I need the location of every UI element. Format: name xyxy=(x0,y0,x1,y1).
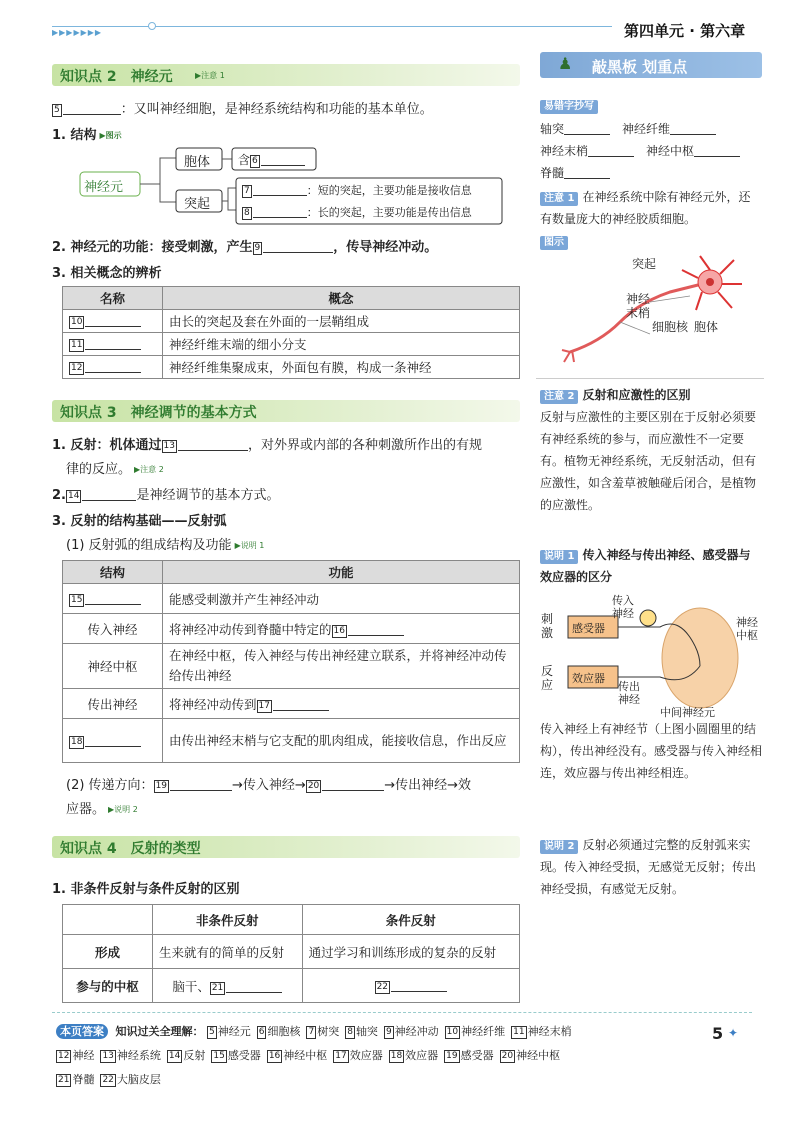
structure-tag: ▶图示 xyxy=(99,131,122,140)
explain-1: 说明 1 传入神经与传出神经、感受器与效应器的区分 xyxy=(540,548,751,584)
answer-box-13: 13 xyxy=(163,441,175,451)
answer-item: 20 神经中枢 xyxy=(501,1049,561,1062)
answer-item: 9 神经冲动 xyxy=(385,1025,439,1038)
table-row: 12 神经纤维集聚成束，外面包有膜，构成一条神经 xyxy=(63,356,520,379)
fig-label-body: 胞体 xyxy=(694,320,719,334)
answer-item: 18 效应器 xyxy=(390,1049,439,1062)
answer-item: 17 效应器 xyxy=(335,1049,383,1062)
header-dots: ▶▶▶▶▶▶▶ xyxy=(52,28,103,37)
answer-item: 7 树突 xyxy=(308,1025,340,1038)
blank-5[interactable] xyxy=(63,114,121,115)
neuron-illustration xyxy=(560,252,760,372)
arc-label-effector: 效应器 xyxy=(572,672,605,685)
section-bar-2 xyxy=(52,64,520,86)
panel-title: 敲黑板 划重点 xyxy=(592,58,688,76)
table-row: 11 神经纤维末端的细小分支 xyxy=(63,333,520,356)
blank-8[interactable] xyxy=(253,217,307,218)
explain-1-text: 传入神经上有神经节（上图小圆圈里的结构），传出神经没有。感受器与传入神经相连，效应器与传出神经相连。 xyxy=(540,722,763,780)
reflex-definition: 1. 反射：机体通过 13 ，对外界或内部的各种刺激所作出的有规 xyxy=(52,438,482,453)
table-row: 10 由长的突起及套在外面的一层鞘组成 xyxy=(63,310,520,333)
answers-badge: 本页答案 xyxy=(56,1024,108,1039)
fig-label-nucleus: 细胞核 xyxy=(652,320,689,334)
arc-label-afferent: 传入神经 xyxy=(612,594,634,620)
answer-box-8: 8 xyxy=(244,208,250,218)
page-number: 5 xyxy=(712,1024,724,1043)
diagram-axon: 8 ：长的突起，主要功能是传出信息 xyxy=(244,206,472,219)
arc-label-receptor: 感受器 xyxy=(572,622,605,635)
reflex-arc-diagram xyxy=(560,596,760,720)
diagram-body: 胞体 xyxy=(184,155,211,170)
diagram-root: 神经元 xyxy=(84,180,124,195)
page-corner-icon: ✦ xyxy=(728,1026,739,1040)
panel-banner xyxy=(540,52,762,78)
panel-figure-icon: ♟ xyxy=(558,54,573,73)
answer-box-9: 9 xyxy=(254,243,261,253)
answer-item: 10 神经纤维 xyxy=(446,1025,506,1038)
answer-item: 16 神经中枢 xyxy=(268,1049,328,1062)
table-row: 传入神经 将神经冲动传到脊髓中特定的 16 xyxy=(63,614,520,644)
diagram-dendrite: 7 ：短的突起，主要功能是接收信息 xyxy=(244,184,472,197)
reflex-tag: ▶注意 2 xyxy=(134,465,164,474)
fig-label-process: 突起 xyxy=(632,257,657,271)
answer-item: 6 细胞核 xyxy=(258,1025,301,1038)
transmission-path: (2) 传递方向： 19 →传入神经→ 20 →传出神经→效 xyxy=(66,778,472,793)
answer-item: 5 神经元 xyxy=(209,1025,251,1038)
table-row: 15 能感受刺激并产生神经冲动 xyxy=(63,584,520,614)
basic-mode: 2. 14 是神经调节的基本方式。 xyxy=(52,488,280,503)
neuron-definition xyxy=(52,98,433,117)
figure-badge: 图示 xyxy=(540,234,572,250)
answer-box-14: 14 xyxy=(67,491,80,501)
reflex-arc-table: 结构 功能 15 能感受刺激并产生神经冲动 传入神经 将神经冲动传到脊髓中特定的 16 神经中枢 在神经中枢，传入神经与传出神经建立联系，并将神经冲动传给传出神经 传出神经 将神经冲动传到 17 18 由传出神经末梢与它支配的肌肉组成，能接收信息，作出反应 xyxy=(62,560,520,763)
table-row: 参与的中枢 脑干、 21 22 xyxy=(63,969,520,1003)
answer-item: 22 大脑皮层 xyxy=(102,1073,161,1086)
reflex-type-heading: 1. 非条件反射与条件反射的区别 xyxy=(52,882,240,897)
structure-label: 1. 结构 xyxy=(52,128,97,143)
transmission-path-2: 应器。 ▶说明 2 xyxy=(66,802,138,817)
table-row: 传出神经 将神经冲动传到 17 xyxy=(63,689,520,719)
section-title-3: 知识点 3 神经调节的基本方式 xyxy=(60,405,257,421)
section-tag-2: ▶注意 1 xyxy=(195,71,225,80)
diagram-process: 突起 xyxy=(184,197,211,212)
side-divider xyxy=(536,378,764,379)
concept-table xyxy=(62,286,520,379)
blank-9[interactable] xyxy=(263,252,333,253)
note-2: 注意 2 反射和应激性的区别 反射与应激性的主要区别在于反射必须要有神经系统的参与，而应激性不一定要有。植物无神经系统，无反射活动，但有应激性，如含羞草被触碰后闭合，是植物的应激性。 xyxy=(540,388,757,512)
reflex-type-table: 非条件反射 条件反射 形成 生来就有的简单的反射 通过学习和训练形成的复杂的反射 参与的中枢 脑干、 21 22 xyxy=(62,904,520,1003)
answer-box-7: 7 xyxy=(244,186,250,196)
table-row: 18 由传出神经末梢与它支配的肌肉组成，能接收信息，作出反应 xyxy=(63,719,520,763)
word-practice: 轴突 神经纤维 神经末梢 神经中枢 脊髓 xyxy=(540,118,762,184)
arc-label-efferent: 传出神经 xyxy=(618,680,640,706)
concept-header-name: 名称 xyxy=(63,287,163,310)
arc-label-stimulus: 刺激 xyxy=(541,612,554,640)
header-rule-dot xyxy=(148,22,156,30)
table-row: 神经中枢 在神经中枢，传入神经与传出神经建立联系，并将神经冲动传给传出神经 xyxy=(63,644,520,689)
structure-heading xyxy=(52,124,122,143)
explain-2: 说明 2 反射必须通过完整的反射弧来实现。传入神经受损，无感觉无反射；传出神经受损，有感觉无反射。 xyxy=(540,838,757,896)
answer-item: 21 脊髓 xyxy=(58,1073,95,1086)
blank-14[interactable] xyxy=(82,500,136,501)
answer-box-5: 5 xyxy=(54,105,60,115)
answer-item: 11 神经末梢 xyxy=(513,1025,572,1038)
note-1: 注意 1 在神经系统中除有神经元外，还有数量庞大的神经胶质细胞。 xyxy=(540,190,751,226)
easy-badge: 易错字抄写 xyxy=(540,98,602,114)
answers-block xyxy=(56,1020,696,1092)
arc-label-interneuron: 中间神经元 xyxy=(660,706,715,719)
arc-label-response: 反应 xyxy=(541,664,554,692)
section-title-4: 知识点 4 反射的类型 xyxy=(60,841,201,857)
arc-label-center: 神经中枢 xyxy=(736,616,758,642)
footer-rule xyxy=(52,1012,752,1013)
blank-7[interactable] xyxy=(253,195,307,196)
section-bar-4 xyxy=(52,836,520,858)
answer-item: 19 感受器 xyxy=(446,1049,494,1062)
answers-label: 知识过关全理解： xyxy=(115,1025,204,1038)
reflex-arc-heading: 3. 反射的结构基础——反射弧 xyxy=(52,514,227,529)
answer-box-6: 6 xyxy=(252,156,258,166)
table-row: 形成 生来就有的简单的反射 通过学习和训练形成的复杂的反射 xyxy=(63,935,520,969)
diagram-contains: 含 6 xyxy=(238,151,305,168)
fig-label-ending: 神经末梢 xyxy=(626,292,651,320)
section-bar-3 xyxy=(52,400,520,422)
definition-text: ：又叫神经细胞，是神经系统结构和功能的基本单位。 xyxy=(120,102,433,117)
concept-header-def: 概念 xyxy=(163,287,520,310)
reflex-definition-2: 律的反应。 ▶注意 2 xyxy=(66,462,164,477)
blank-6[interactable] xyxy=(261,165,305,166)
answer-item: 14 反射 xyxy=(168,1049,206,1062)
header-rule xyxy=(52,26,612,27)
header-title: 第四单元 · 第六章 xyxy=(624,22,746,40)
reflex-arc-subheading: (1) 反射弧的组成结构及功能 ▶说明 1 xyxy=(66,538,265,553)
answer-item: 15 感受器 xyxy=(213,1049,261,1062)
answer-item: 12 神经 xyxy=(58,1049,95,1062)
answer-item: 13 神经系统 xyxy=(102,1049,161,1062)
neuron-function: 2. 神经元的功能：接受刺激，产生 9 ，传导神经冲动。 xyxy=(52,240,438,255)
answer-item: 8 轴突 xyxy=(347,1025,378,1038)
blank-13[interactable] xyxy=(178,450,248,451)
section-title-2: 知识点 2 神经元 xyxy=(60,69,173,85)
concept-heading: 3. 相关概念的辨析 xyxy=(52,266,162,281)
